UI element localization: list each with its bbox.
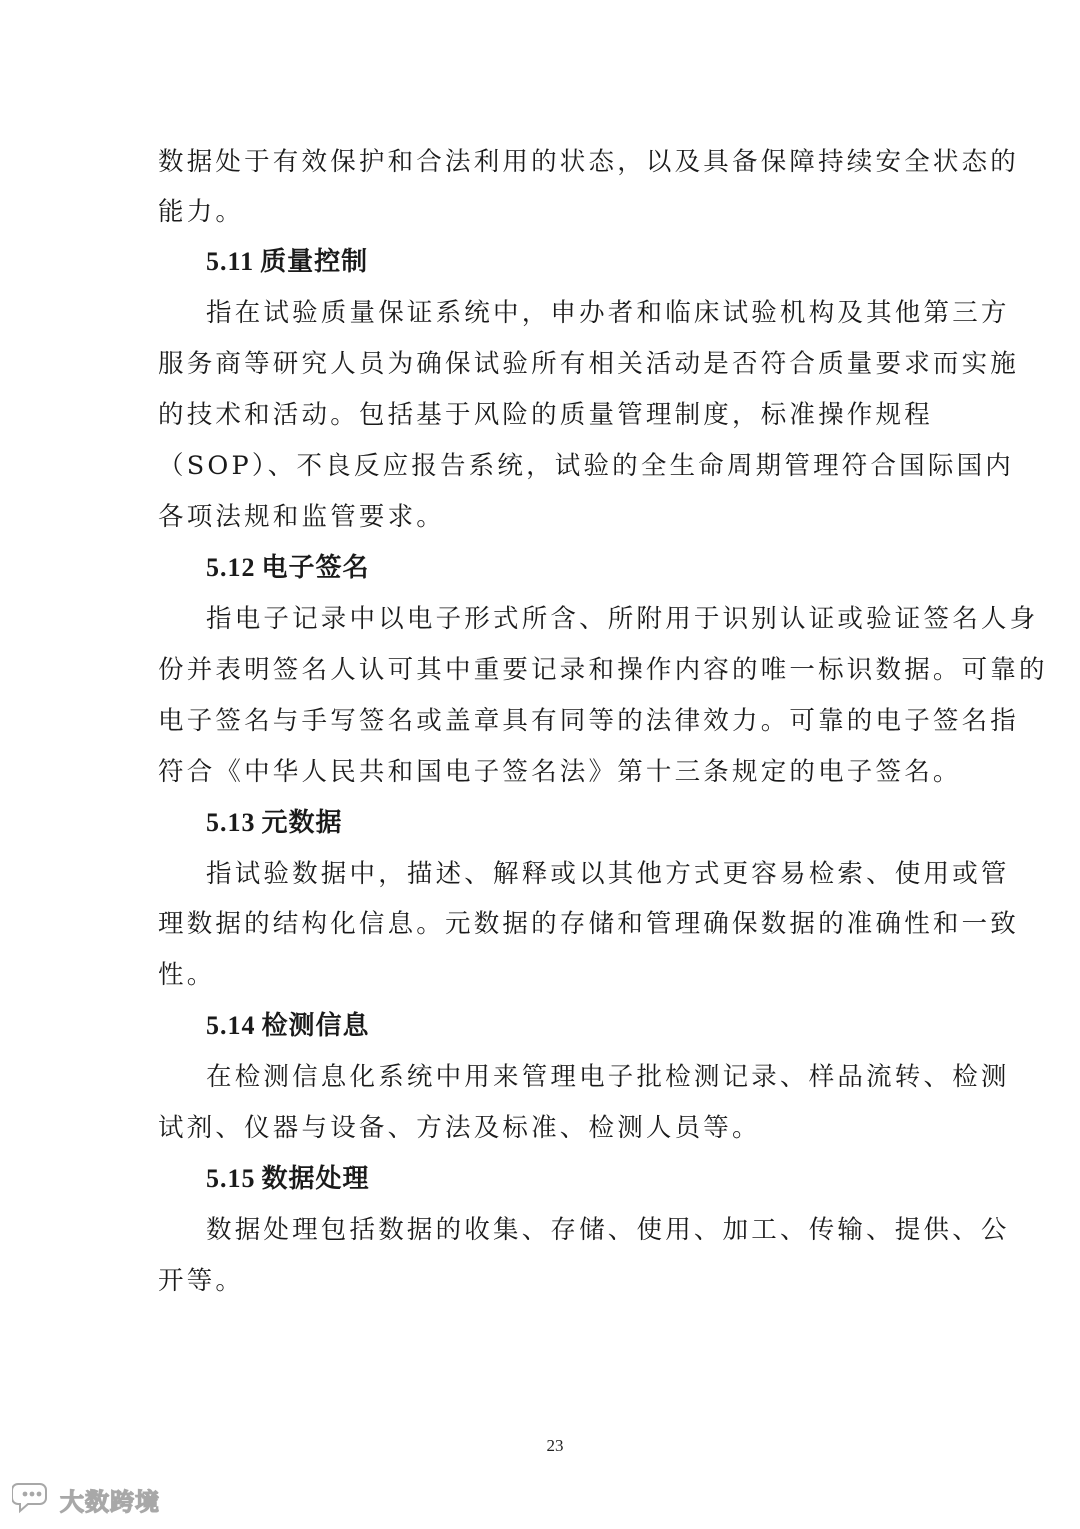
paragraph-line: 数据处于有效保护和合法利用的状态，以及具备保障持续安全状态的 xyxy=(158,147,1020,177)
section-heading-5-12 xyxy=(206,552,370,584)
section-heading-5-14 xyxy=(206,1010,370,1042)
paragraph-line: 符合《中华人民共和国电子签名法》第十三条规定的电子签名。 xyxy=(158,757,962,787)
paragraph-line: 性。 xyxy=(158,960,216,990)
section-number: 5.12 xyxy=(206,553,256,582)
paragraph-line: 能力。 xyxy=(158,197,245,227)
section-heading-5-15 xyxy=(206,1163,370,1195)
section-title: 元数据 xyxy=(261,808,343,838)
section-number: 5.15 xyxy=(206,1164,256,1193)
section-title: 电子签名 xyxy=(261,553,370,583)
watermark xyxy=(12,1481,160,1517)
paragraph-line: 指电子记录中以电子形式所含、所附用于识别认证或验证签名人身 xyxy=(206,604,1039,634)
paragraph-line: 开等。 xyxy=(158,1266,245,1296)
paragraph-line: 的技术和活动。包括基于风险的质量管理制度，标准操作规程 xyxy=(158,400,933,430)
paragraph-line: 份并表明签名人认可其中重要记录和操作内容的唯一标识数据。可靠的 xyxy=(158,655,1048,685)
section-title: 检测信息 xyxy=(261,1011,370,1041)
paragraph-line: 在检测信息化系统中用来管理电子批检测记录、样品流转、检测 xyxy=(206,1062,1010,1092)
paragraph-line: 电子签名与手写签名或盖章具有同等的法律效力。可靠的电子签名指 xyxy=(158,706,1020,736)
section-title: 质量控制 xyxy=(260,247,369,277)
section-number: 5.11 xyxy=(206,247,255,276)
paragraph-line: 服务商等研究人员为确保试验所有相关活动是否符合质量要求而实施 xyxy=(158,349,1020,379)
section-number: 5.13 xyxy=(206,808,256,837)
page-number: 23 xyxy=(546,1436,564,1455)
section-heading-5-13 xyxy=(206,807,343,839)
section-number: 5.14 xyxy=(206,1011,256,1040)
paragraph-line: （SOP）、不良反应报告系统，试验的全生命周期管理符合国际国内 xyxy=(158,451,1014,481)
chat-bubble-logo-icon xyxy=(12,1480,56,1518)
paragraph-line: 指在试验质量保证系统中，申办者和临床试验机构及其他第三方 xyxy=(206,298,1010,328)
watermark-text: 大数跨境 xyxy=(60,1487,160,1516)
paragraph-line: 数据处理包括数据的收集、存储、使用、加工、传输、提供、公 xyxy=(206,1215,1010,1245)
paragraph-line: 指试验数据中，描述、解释或以其他方式更容易检索、使用或管 xyxy=(206,859,1010,889)
paragraph-line: 各项法规和监管要求。 xyxy=(158,502,446,532)
paragraph-line: 试剂、仪器与设备、方法及标准、检测人员等。 xyxy=(158,1113,761,1143)
section-title: 数据处理 xyxy=(261,1164,370,1194)
paragraph-line: 理数据的结构化信息。元数据的存储和管理确保数据的准确性和一致 xyxy=(158,909,1020,939)
section-heading-5-11 xyxy=(206,246,368,278)
